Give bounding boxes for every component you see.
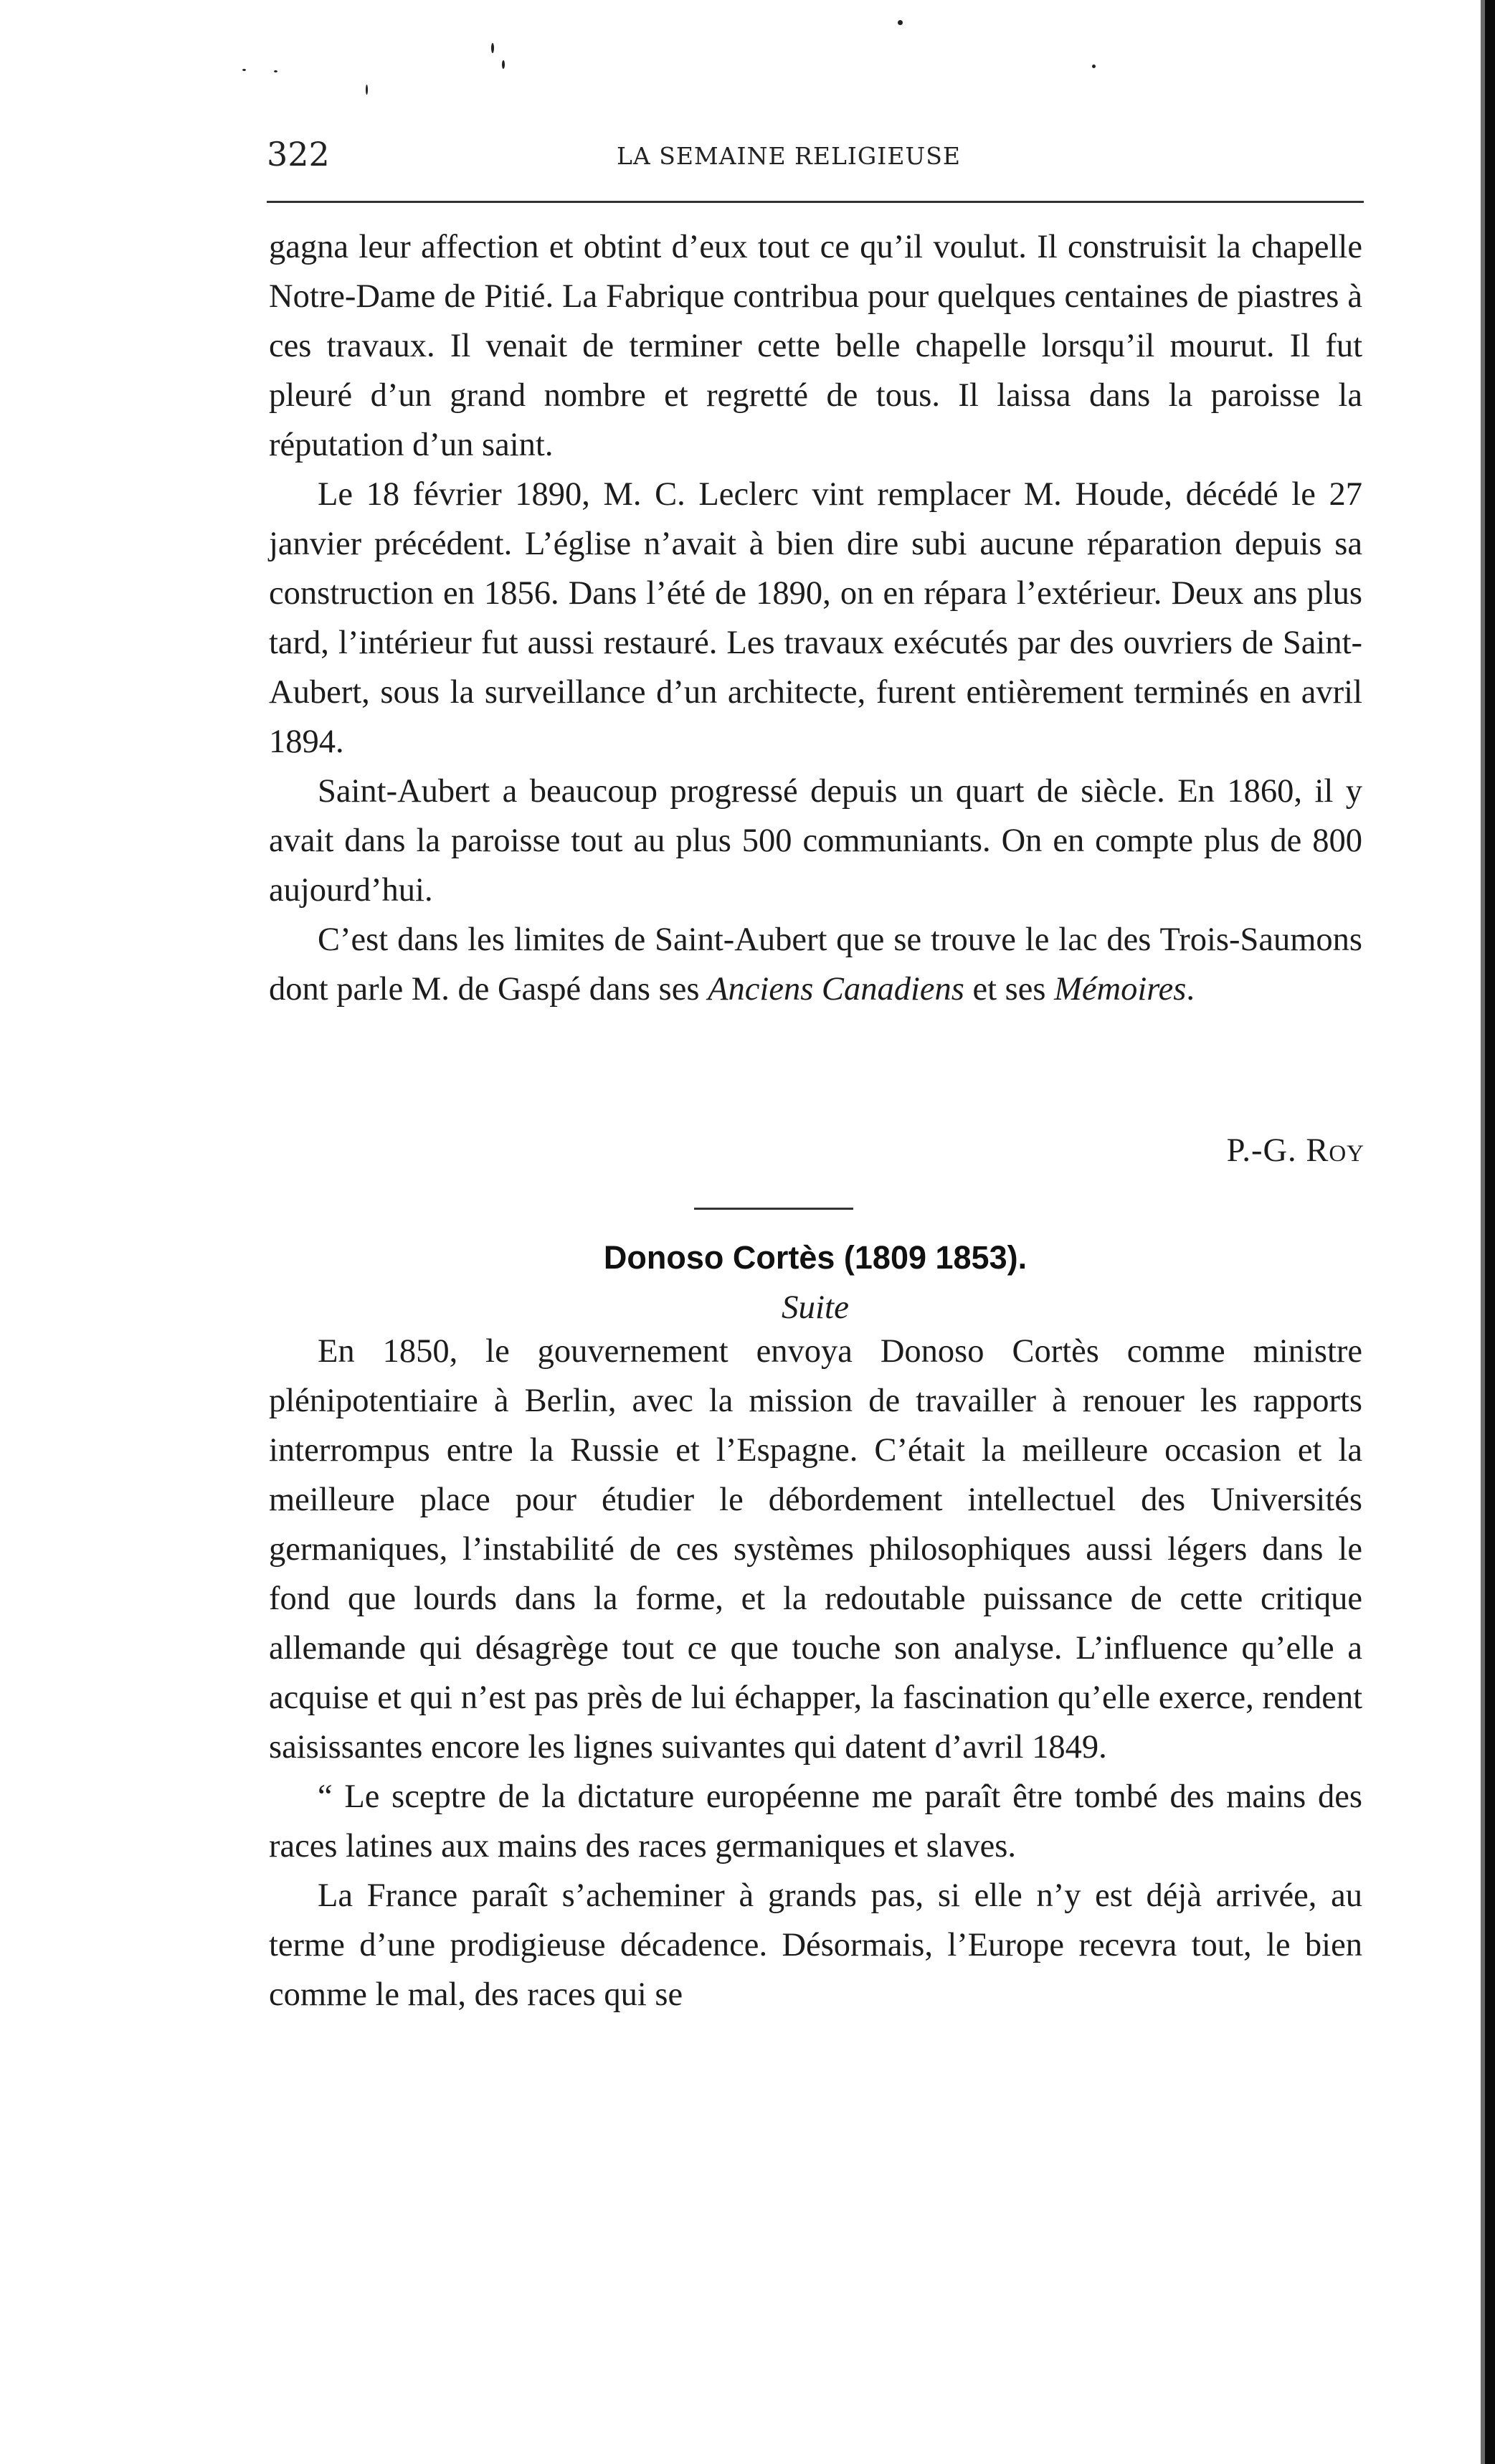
scan-speck — [366, 85, 368, 95]
book-title: Mémoires — [1054, 971, 1187, 1008]
scan-speck — [1092, 65, 1096, 68]
section-subtitle: Suite — [782, 1289, 849, 1326]
paragraph-text: . — [1186, 971, 1195, 1008]
scan-speck — [491, 43, 494, 53]
paragraph: En 1850, le gouvernement envoya Donoso Cortès comme ministre plénipotentiaire à Berlin, avec la mission de travailler à renouer les rapports interrompus entre la Russie et l’Espagne. C’était la meilleure occasion et la meilleure place pour étudier le débordement intellectuel des Universités germaniques, l’instabilité de ces systèmes philosophiques aussi légers dans le fond que lourds dans la forme, et la redoutable puissance de cette critique allemande qui désagrège tout ce que touche son analyse. L’influence qu’elle a acquise et qui n’est pas près de lui échapper, la fascination qu’elle exerce, rendent saisissantes encore les lignes suivantes qui datent d’avril 1849. — [269, 1333, 1362, 1766]
author-signature — [1227, 1132, 1365, 1170]
paragraph: Saint-Aubert a beaucoup progressé depuis un quart de siècle. En 1860, il y avait dans la paroisse tout au plus 500 communiants. On en compte plus de 800 aujourd’hui. — [269, 773, 1362, 909]
signature-name: Roy — [1306, 1132, 1365, 1169]
scan-speck — [502, 60, 505, 69]
paragraph: Le 18 février 1890, M. C. Leclerc vint remplacer M. Houde, décédé le 27 janvier précédent. L’église n’avait à bien dire subi aucune réparation depuis sa construction en 1856. Dans l’été de 1890, on en répara l’extérieur. Deux ans plus tard, l’intérieur fut aussi restauré. Les travaux exécutés par des ouvriers de Saint-Aubert, sous la surveillance d’un architecte, furent entièrement terminés en avril 1894. — [269, 476, 1362, 760]
section-title: Donoso Cortès (1809 1853). — [603, 1239, 1027, 1276]
quote-paragraph: “ Le sceptre de la dictature européenne me paraît être tombé des mains des races latines aux mains des races germaniques et slaves. — [269, 1778, 1362, 1864]
scan-border-shadow — [1481, 0, 1485, 2464]
article-body — [269, 1327, 1362, 2019]
paragraph: gagna leur affection et obtint d’eux tout ce qu’il voulut. Il construisit la chapelle Notre-Dame de Pitié. La Fabrique contribua pour quelques centaines de piastres à ces travaux. Il venait de terminer cette belle chapelle lorsqu’il mourut. Il fut pleuré d’un grand nombre et regretté de tous. Il laissa dans la paroisse la réputation d’un saint. — [269, 229, 1362, 463]
page-number: 322 — [267, 135, 330, 174]
scan-speck — [274, 70, 277, 72]
scan-border — [1485, 0, 1495, 2464]
quote-paragraph: La France paraît s’acheminer à grands pas, si elle n’y est déjà arrivée, au terme d’une prodigieuse décadence. Désormais, l’Europe recevra tout, le bien comme le mal, des races qui se — [269, 1877, 1362, 2013]
section-divider — [694, 1208, 853, 1210]
signature-initials: P.-G. — [1226, 1132, 1297, 1169]
scan-speck — [242, 69, 246, 71]
scan-speck — [898, 20, 903, 25]
paragraph — [269, 915, 1362, 1014]
running-head: LA SEMAINE RELIGIEUSE — [617, 142, 961, 170]
paragraph-text: C’est dans les limites de Saint-Aubert que se trouve le lac des Trois-Saumons dont parle M. de Gaspé dans ses — [269, 921, 1362, 1008]
page-header — [267, 135, 1364, 178]
header-rule — [267, 201, 1364, 203]
book-title: Anciens Canadiens — [708, 971, 964, 1008]
paragraph-text: et ses — [964, 971, 1055, 1008]
article-continuation — [269, 222, 1362, 1014]
